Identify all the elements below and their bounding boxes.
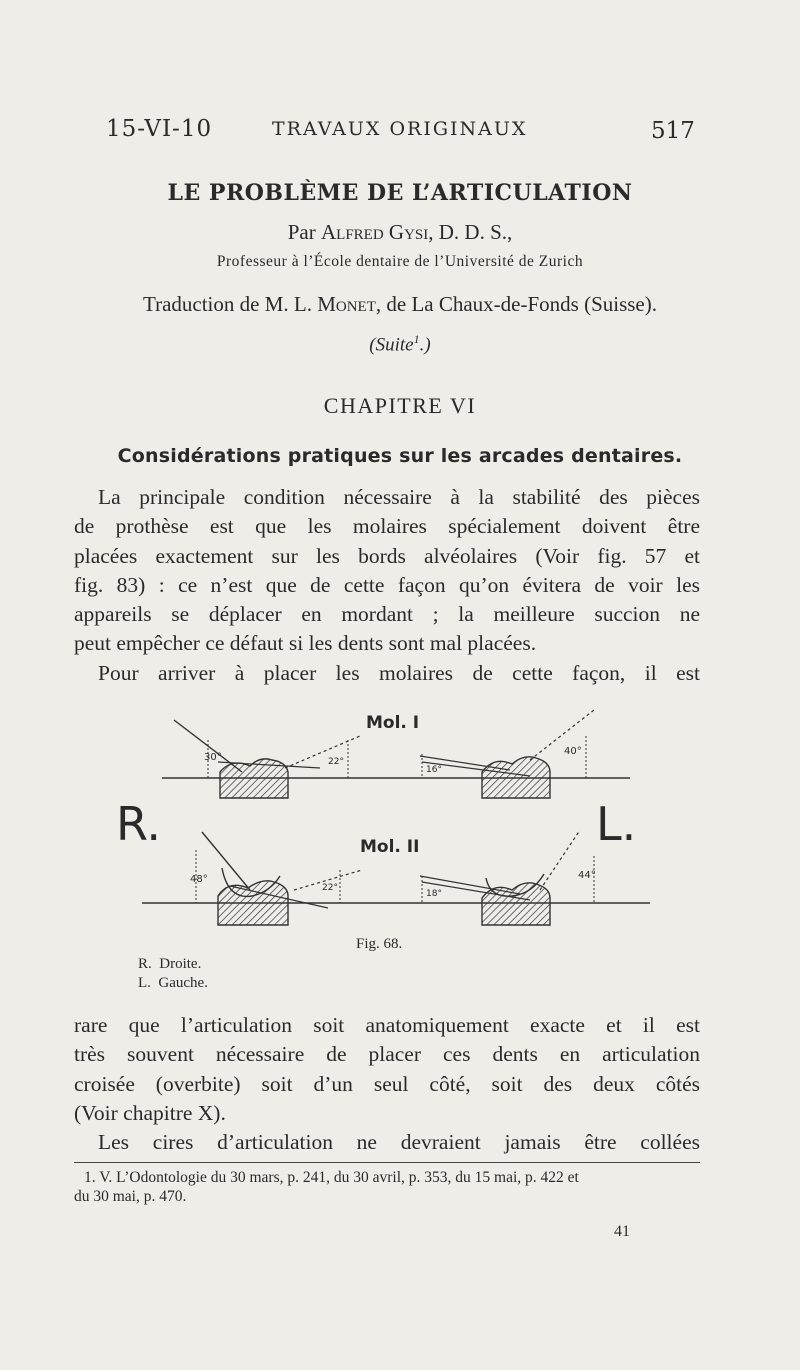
running-header (0, 116, 800, 146)
label-right-side: R. (116, 797, 161, 851)
footnote-ref: 1 (413, 332, 420, 346)
molar-top-right (420, 710, 594, 798)
label-mol-2: Mol. II (360, 837, 420, 857)
author-line (0, 220, 800, 245)
author-prefix: Par (287, 220, 316, 244)
angle-label: 16° (426, 765, 442, 775)
text-line: Pour arriver à placer les molaires de cette façon, il est (98, 661, 700, 685)
header-section: TRAVAUX ORIGINAUX (272, 118, 528, 140)
angle-label: 22° (322, 883, 338, 893)
angle-label: 30° (204, 752, 222, 763)
author-name: Alfred Gysi (320, 220, 429, 244)
text-line: (Voir chapitre X). (74, 1100, 226, 1125)
text-line: placées exactement sur les bords alvéolaires (Voir fig. 57 et (74, 543, 700, 568)
footnote-divider (74, 1162, 700, 1163)
text-line: appareils se déplacer en mordant ; la meilleure succion ne (74, 602, 700, 627)
text-line: très souvent nécessaire de placer ces dents en articulation (74, 1042, 700, 1067)
molar-bottom-left (190, 832, 362, 925)
header-date: 15-VI-10 (106, 116, 213, 142)
footnote (74, 1168, 700, 1206)
paragraph-1 (74, 483, 700, 659)
chapter-subtitle: Considérations pratiques sur les arcades dentaires. (117, 445, 683, 467)
legend-item: L. Gauche. (138, 975, 208, 991)
translation-suffix: , de La Chaux-de-Fonds (Suisse). (375, 292, 657, 316)
articulation-diagram (110, 700, 670, 940)
continuation-note (0, 332, 800, 356)
figure-legend (138, 955, 208, 993)
paragraph-3 (74, 1011, 700, 1157)
angle-label: 44° (578, 870, 596, 881)
text-line: croisée (overbite) soit d’un seul côté, soit des deux côtés (74, 1071, 700, 1096)
author-affiliation: Professeur à l’École dentaire de l’Université de Zurich (216, 253, 584, 270)
molar-bottom-right (420, 830, 596, 925)
figure-68 (110, 700, 670, 940)
angle-label: 40° (564, 746, 582, 757)
label-left-side: L. (596, 797, 637, 851)
article-title: LE PROBLÈME DE L’ARTICULATION (167, 180, 633, 206)
translation-prefix: Traduction de M. L. (142, 292, 312, 316)
chapter-title: CHAPITRE VI (323, 393, 477, 418)
translator-name: Monet (317, 292, 376, 316)
label-mol-1: Mol. I (366, 713, 420, 733)
text-line: de prothèse est que les molaires spécialement doivent être (74, 514, 700, 539)
page-number: 517 (651, 118, 695, 144)
legend-item: R. Droite. (138, 956, 202, 972)
continuation-text: (Suite (369, 334, 414, 356)
author-suffix: , D. D. S., (428, 220, 513, 244)
paragraph-2 (74, 659, 700, 688)
text-line: Les cires d’articulation ne devraient jamais être collées (98, 1130, 700, 1155)
text-line: fig. 83) : ce n’est que de cette façon qu’on évitera de voir les (74, 572, 700, 597)
continuation-end: .) (419, 334, 431, 356)
figure-caption: Fig. 68. (356, 936, 403, 952)
footnote-line: du 30 mai, p. 470. (74, 1188, 187, 1205)
molar-top-left (174, 720, 360, 798)
text-line: La principale condition nécessaire à la stabilité des pièces (98, 485, 700, 509)
angle-label: 18° (426, 889, 442, 899)
signature-mark: 41 (614, 1223, 630, 1240)
footnote-line: 1. V. L’Odontologie du 30 mars, p. 241, du 30 avril, p. 353, du 15 mai, p. 422 et (84, 1169, 579, 1186)
text-line: peut empêcher ce défaut si les dents sont mal placées. (74, 631, 537, 656)
angle-label: 22° (328, 757, 344, 767)
translation-line (0, 292, 800, 317)
angle-label: 48° (190, 874, 208, 885)
text-line: rare que l’articulation soit anatomiquement exacte et il est (74, 1013, 700, 1037)
